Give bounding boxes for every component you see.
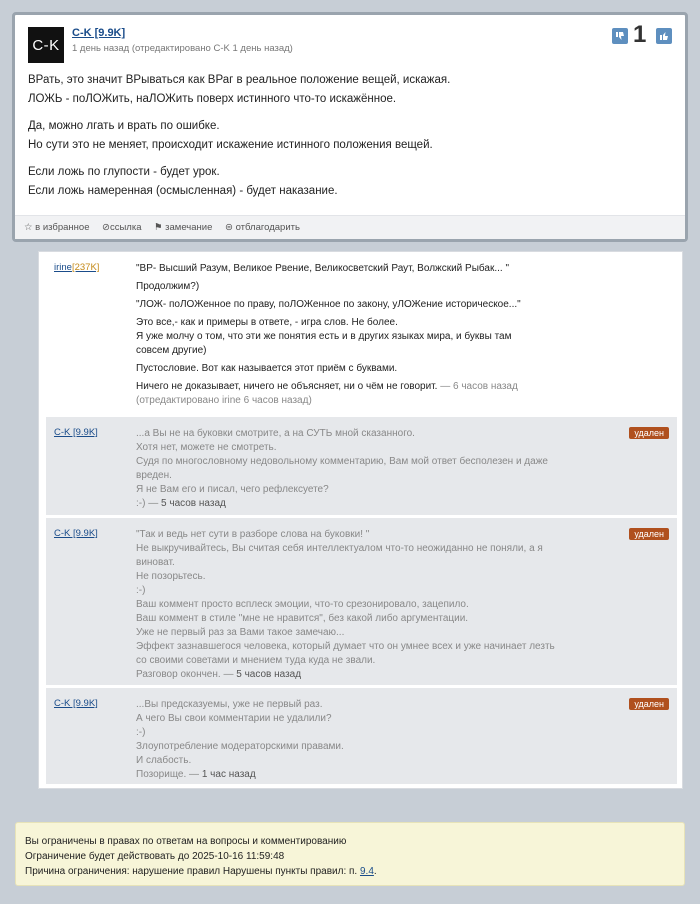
answer-line: Если ложь намеренная (осмысленная) - будет наказание. [28,185,338,197]
link-action[interactable]: ⊘ссылка [102,222,142,233]
comment-line: Уже не первый раз за Вами такое замечаю... [136,627,345,638]
comment-line: ...Вы предсказуемы, уже не первый раз. [136,699,323,710]
thumbs-down-icon[interactable] [612,28,628,44]
deleted-badge: удален [629,427,669,439]
comment-deleted [46,417,677,515]
comment-time[interactable]: 5 часов назад [161,498,226,509]
notice-line: Причина ограничения: нарушение правил Нарушены пункты правил: п. 9.4. [25,866,377,877]
favorite-action[interactable]: ☆ в избранное [24,222,90,233]
comment-line: Разговор окончен. [136,669,221,680]
comment-time[interactable]: 5 часов назад [236,669,302,680]
answer-actions-bar [15,215,685,239]
answer-author-link[interactable]: C-K [9.9K] [72,27,126,39]
comment-line: Эффект зазнавшегося человека, который думает что он умнее всех и уже начинает лезть со своими советами и мнением туда куда не звали. [136,641,555,666]
comment-line: Злоупотребление модераторскими правами. [136,741,344,752]
comment-line: Хотя нет, можете не смотреть. [136,442,277,453]
comment-line: Пустословие. Вот как называется этот приём с буквами. [136,363,398,374]
answer-line: Да, можно лгать и врать по ошибке. [28,120,220,132]
comment-line: Позорище. [136,769,187,780]
notice-line: Вы ограничены в правах по ответам на вопросы и комментированию [25,836,347,847]
comment-line: ...а Вы не на буковки смотрите, а на СУТЬ мной сказанного. [136,428,415,439]
comment-body: ...Вы предсказуемы, уже не первый раз. А чего Вы свои комментарии не удалили? :-) Злоупотребление модераторскими правами. И слабость. Позорище. — 1 час назад [136,698,556,782]
avatar-label: C-K [32,36,60,54]
comment-line: А чего Вы свои комментарии не удалили? [136,713,332,724]
avatar[interactable] [28,27,64,63]
comment-line: :-) [136,585,146,596]
comment-author-link[interactable]: C-K [9.9K] [54,427,98,438]
comment-deleted [46,518,677,685]
answer-card [12,12,688,242]
notice-line: Ограничение будет действовать до 2025-10-16 11:59:48 [25,851,285,862]
answer-line: Если ложь по глупости - будет урок. [28,166,220,178]
comment-line: И слабость. [136,755,192,766]
comment-line: Ничего не доказывает, ничего не объясняет, ни о чём не говорит. [136,381,438,392]
vote-count: 1 [633,21,647,48]
comment-irine [46,252,677,414]
answer-line: ВРать, это значит ВРываться как ВРаг в реальное положение вещей, искажая. [28,74,451,86]
comment-line: :-) [136,498,146,509]
comments-panel [38,251,683,789]
comment-body: "Так и ведь нет сути в разборе слова на буковки! " Не выкручивайтесь, Вы считая себя интеллектуалом что-то неожиданно не поняли, а я виноват. Не позорьтесь. :-) Ваш коммент просто всплеск эмоции, что-то срезонировало, зацепило. Ваш коммент в стиле "мне не нравится", без какой либо аргументации. Уже не первый раз за Вами такое замечаю... Эффект зазнавшегося человека, который думает что он умнее всех и уже начинает лезть со своими советами и мнением туда куда не звали. Разговор окончен. — 5 часов назад [136,529,555,680]
thank-action[interactable]: ⊜ отблагодарить [225,222,300,233]
deleted-badge: удален [629,528,669,540]
comment-line: Ваш коммент в стиле "мне не нравится", без какой либо аргументации. [136,613,469,624]
flag-icon: ⚑ [154,222,163,233]
comment-line: Судя по многословному недовольному комментарию, Вам мой ответ бесполезен и даже вреден. [136,456,548,481]
deleted-badge: удален [629,698,669,710]
thumbs-up-icon[interactable] [656,28,672,44]
comment-author-link[interactable]: C-K [9.9K] [54,528,98,539]
karma-badge: [237K] [71,262,100,273]
answer-line: Но сути это не меняет, происходит искажение истинного положения вещей. [28,139,433,151]
comment-line: "ВР- Высший Разум, Великое Рвение, Великосветский Раут, Волжский Рыбак... " [136,263,509,274]
comment-line: "ЛОЖ- поЛОЖенное по праву, поЛОЖенное по закону, уЛОЖение историческое..." [136,299,521,310]
comment-line: Продолжим?) [136,281,200,292]
comment-line: "Так и ведь нет сути в разборе слова на буковки! " [136,529,370,540]
comment-line: Это все,- как и примеры в ответе, - игра слов. Не более. Я уже молчу о том, что эти же понятия есть и в других языках мира, и буквы там совсем другие) [136,317,512,356]
comment-deleted [46,688,677,784]
comment-author-link[interactable]: C-K [9.9K] [54,698,98,709]
comment-line: Не позорьтесь. [136,571,206,582]
comment-line: Ваш коммент просто всплеск эмоции, что-то срезонировало, зацепило. [136,599,469,610]
restriction-notice [15,822,685,886]
comment-line: :-) [136,727,146,738]
answer-line: ЛОЖЬ - поЛОЖить, наЛОЖить поверх истинного что-то искажённое. [28,93,397,105]
link-icon: ⊘ [102,222,110,233]
comment-time[interactable]: 1 час назад [201,769,256,780]
comment-body: "ВР- Высший Разум, Великое Рвение, Великосветский Раут, Волжский Рыбак... " Продолжим?) "ЛОЖ- поЛОЖенное по праву, поЛОЖенное по закону, уЛОЖение историческое..." Это все,- как и примеры в ответе, - игра слов. Не более. Я уже молчу о том, что эти же понятия есть и в других языках мира, и буквы там совсем другие) Пустословие. Вот как называется этот приём с буквами. Ничего не доказывает, ничего не объясняет, ни о чём не говорит. — 6 часов назад (отредактировано irine 6 часов назад) [136,262,536,412]
comment-line: Не выкручивайтесь, Вы считая себя интеллектуалом что-то неожиданно не поняли, а я виноват. [136,543,543,568]
answer-meta: 1 день назад (отредактировано C-K 1 день назад) [72,43,293,54]
remark-action[interactable]: ⚑ замечание [154,222,213,233]
coins-icon: ⊜ [225,222,233,233]
comment-body: ...а Вы не на буковки смотрите, а на СУТЬ мной сказанного. Хотя нет, можете не смотреть. Судя по многословному недовольному комментарию, Вам мой ответ бесполезен и даже вреден. Я не Вам его и писал, чего рефлексуете? :-) — 5 часов назад [136,427,556,511]
comment-author-link[interactable]: irine[237K] [54,262,100,273]
comment-time[interactable]: 6 часов назад [453,381,518,392]
comment-line: Я не Вам его и писал, чего рефлексуете? [136,484,329,495]
comment-edited: (отредактировано irine 6 часов назад) [136,395,312,406]
rule-link[interactable]: 9.4 [359,866,374,877]
star-icon: ☆ [24,222,33,233]
answer-body [28,71,668,201]
